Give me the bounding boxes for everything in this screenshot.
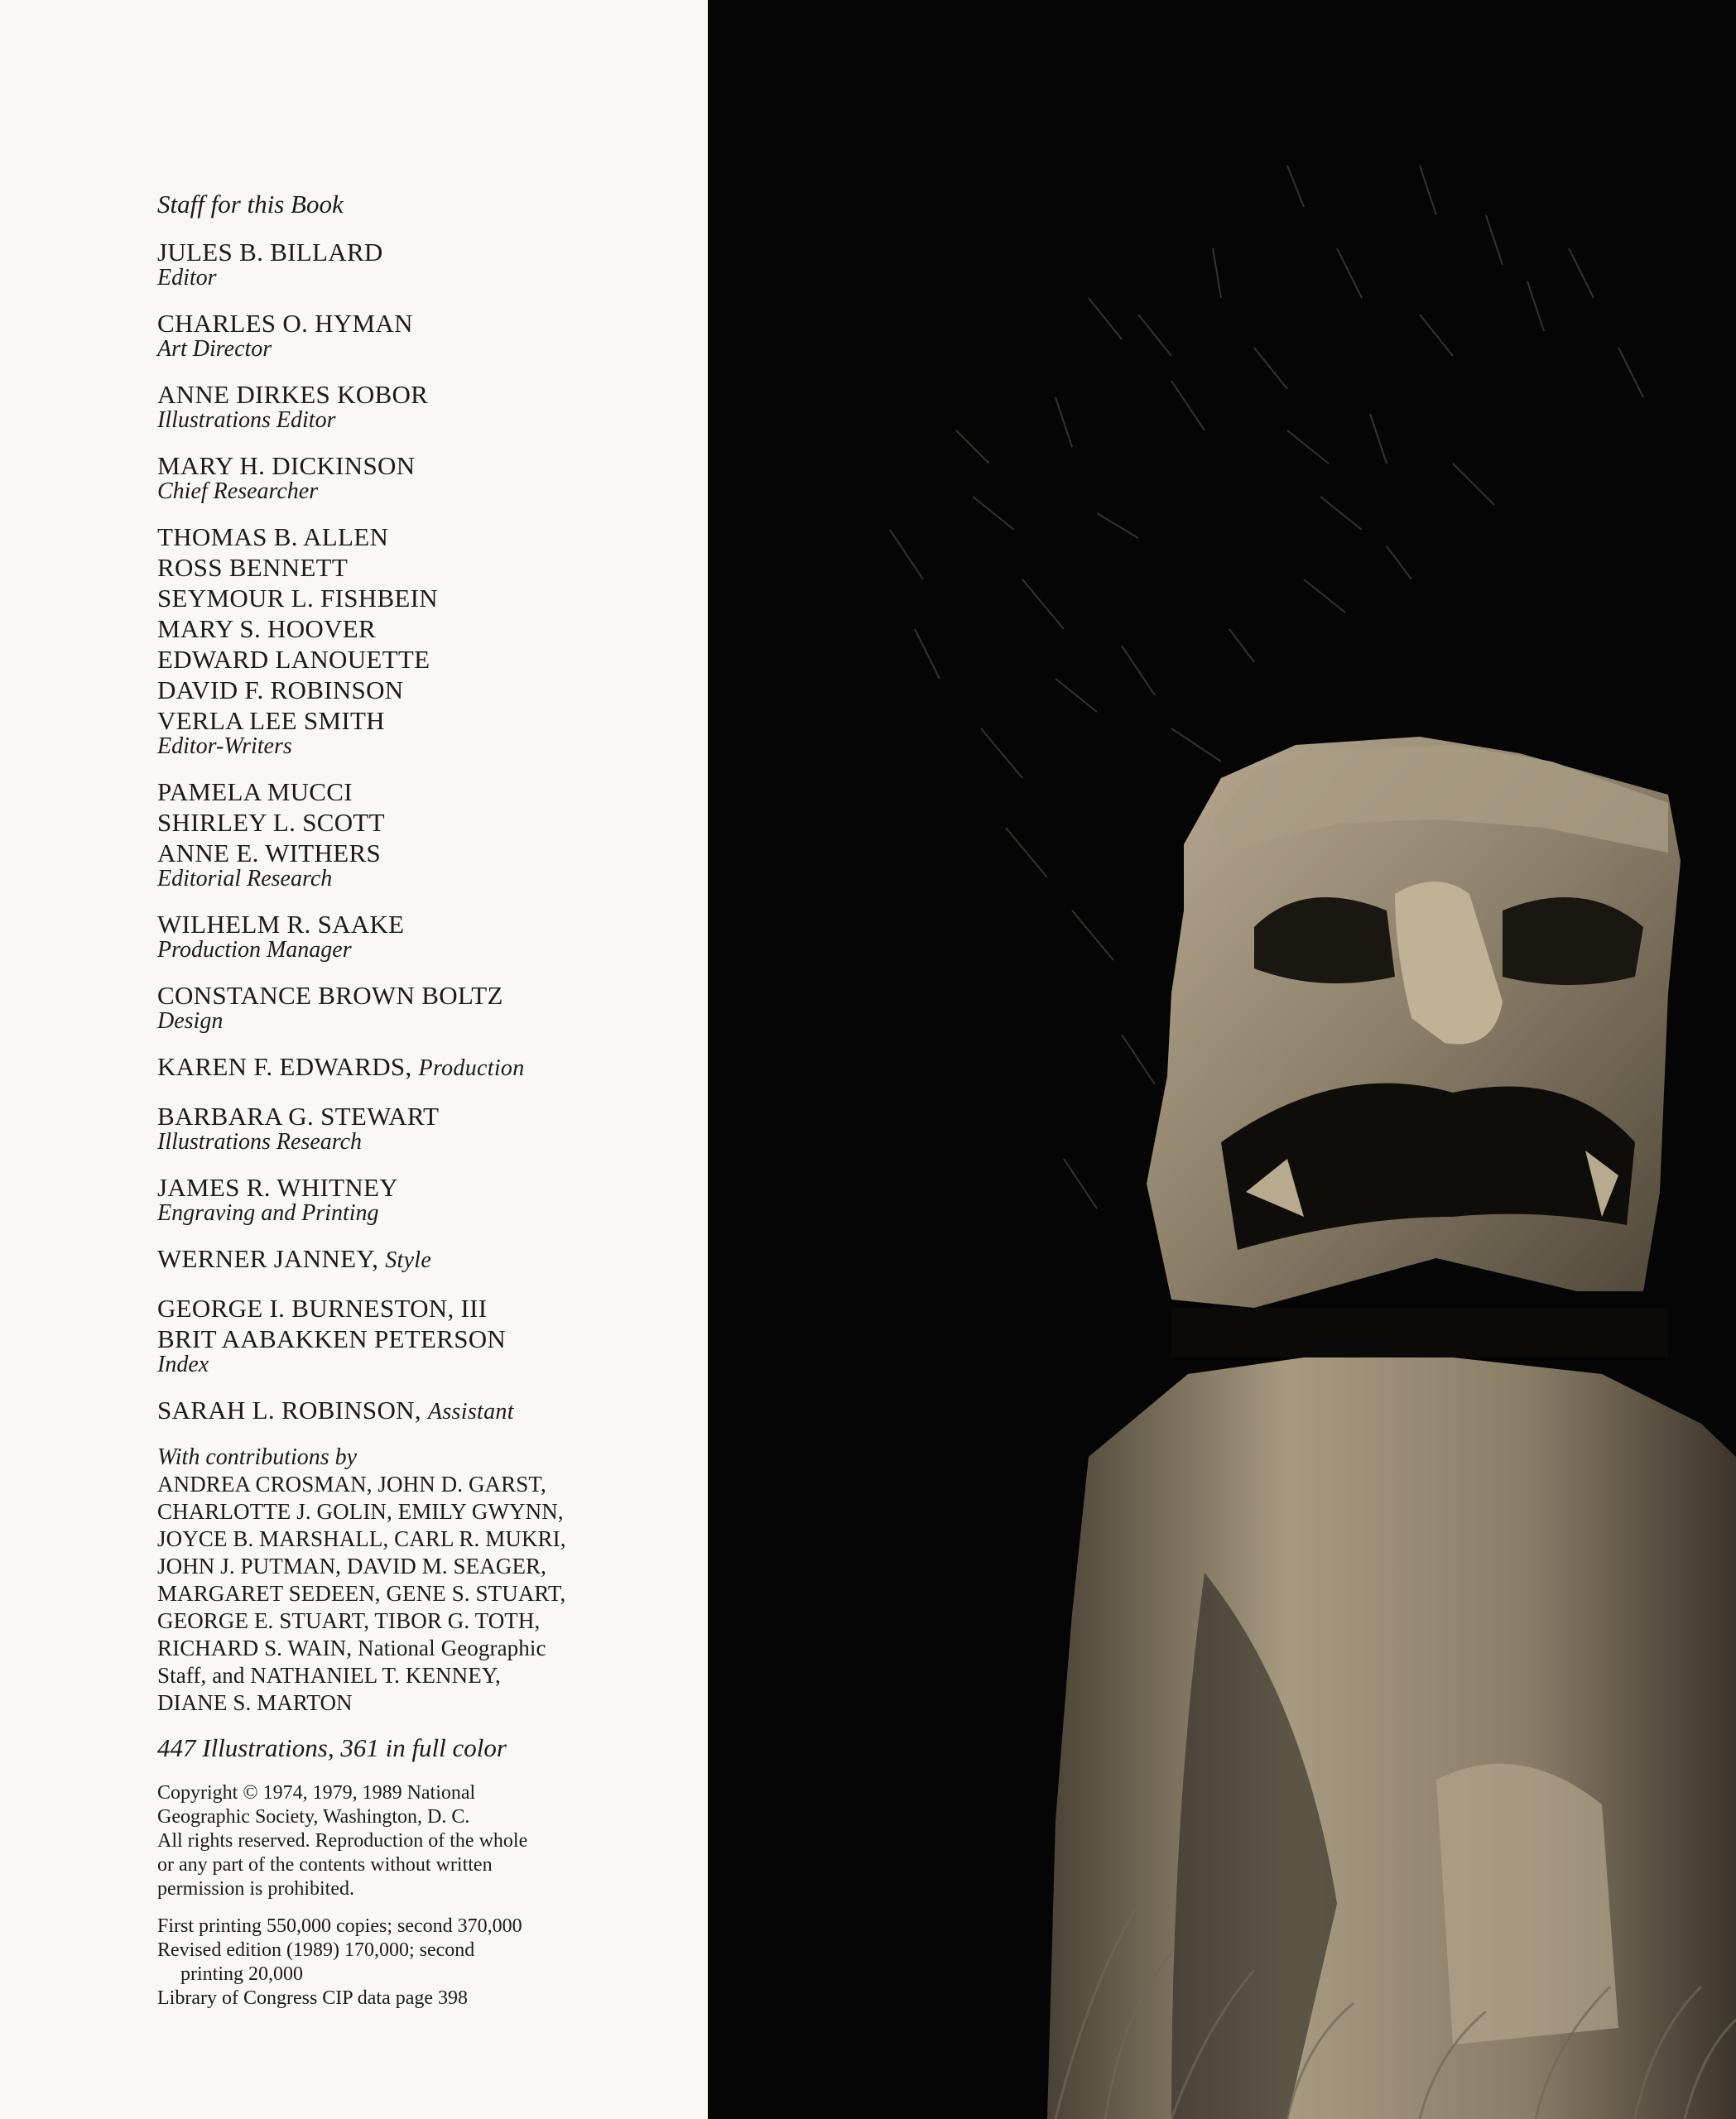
credit-role: Art Director (157, 336, 272, 362)
contributions-line: CHARLOTTE J. GOLIN, EMILY GWYNN, (157, 1499, 564, 1524)
contributions-line: RICHARD S. WAIN, National Geographic (157, 1636, 546, 1660)
copyright-line: Copyright © 1974, 1979, 1989 National (157, 1782, 476, 1804)
credit-production (157, 1051, 687, 1084)
credit-name: WILHELM R. SAAKE (157, 910, 405, 939)
copyright-line: All rights reserved. Reproduction of the whole (157, 1830, 528, 1852)
credit-design (157, 980, 687, 1034)
illustrations-count: 447 Illustrations, 361 in full color (157, 1733, 507, 1762)
credit-name: JULES B. BILLARD (157, 238, 383, 267)
credit-name: ANNE E. WITHERS (157, 838, 381, 867)
contributions-line: MARGARET SEDEEN, GENE S. STUART, (157, 1581, 566, 1606)
credit-line (157, 1395, 687, 1427)
credit-role: Editor-Writers (157, 733, 292, 759)
totem-photo-illustration (708, 0, 1736, 2119)
contributions-line: ANDREA CROSMAN, JOHN D. GARST, (157, 1472, 546, 1497)
credit-role: Production (418, 1055, 525, 1081)
credit-name: DAVID F. ROBINSON (157, 675, 404, 704)
contributions-line: JOHN J. PUTMAN, DAVID M. SEAGER, (157, 1554, 546, 1578)
credit-name: ROSS BENNETT (157, 553, 349, 582)
copyright-notice (157, 1781, 687, 1901)
credit-name: BARBARA G. STEWART (157, 1102, 440, 1131)
credit-role: Editor (157, 265, 217, 291)
credit-name: SHIRLEY L. SCOTT (157, 808, 385, 837)
credit-name: VERLA LEE SMITH (157, 706, 385, 735)
copyright-line: permission is prohibited. (157, 1878, 354, 1900)
printing-line: Revised edition (1989) 170,000; second (157, 1939, 475, 1961)
printing-info (157, 1915, 687, 2011)
credit-line (157, 1051, 687, 1084)
credit-illustrations-research (157, 1101, 687, 1155)
credit-name: MARY H. DICKINSON (157, 451, 416, 480)
credit-name: PAMELA MUCCI (157, 777, 353, 806)
credit-role: Engraving and Printing (157, 1200, 379, 1226)
credit-role: Illustrations Editor (157, 407, 336, 433)
credit-editor-writers (157, 521, 687, 759)
credits-heading: Staff for this Book (157, 190, 344, 219)
credit-name: KAREN F. EDWARDS, (157, 1052, 412, 1081)
credit-assistant (157, 1395, 687, 1427)
credit-role: Style (385, 1247, 432, 1273)
credit-role: Production Manager (157, 937, 352, 963)
credit-role: Design (157, 1008, 224, 1034)
copyright-line: Geographic Society, Washington, D. C. (157, 1806, 470, 1828)
credit-role: Editorial Research (157, 866, 333, 891)
staff-credits (157, 189, 687, 2011)
credit-editorial-research (157, 776, 687, 891)
printing-line: First printing 550,000 copies; second 370,000 (157, 1915, 522, 1937)
credit-chief-researcher (157, 450, 687, 504)
contributions-line: DIANE S. MARTON (157, 1690, 353, 1715)
credit-name: CHARLES O. HYMAN (157, 309, 413, 338)
credit-illustrations-editor (157, 379, 687, 433)
credit-editor (157, 237, 687, 291)
credit-name: WERNER JANNEY, (157, 1244, 379, 1273)
credit-name: EDWARD LANOUETTE (157, 645, 430, 674)
credit-production-manager (157, 909, 687, 963)
credit-style (157, 1243, 687, 1276)
credit-name: BRIT AABAKKEN PETERSON (157, 1324, 507, 1353)
credit-role: Index (157, 1352, 209, 1377)
credit-name: THOMAS B. ALLEN (157, 522, 389, 551)
credit-line (157, 1243, 687, 1276)
credit-name: JAMES R. WHITNEY (157, 1173, 398, 1202)
contributions-line: GEORGE E. STUART, TIBOR G. TOTH, (157, 1608, 541, 1633)
credit-name: MARY S. HOOVER (157, 614, 377, 643)
credit-name: ANNE DIRKES KOBOR (157, 380, 429, 409)
contributions-line: Staff, and NATHANIEL T. KENNEY, (157, 1663, 501, 1688)
credit-engraving (157, 1172, 687, 1226)
credit-art-director (157, 308, 687, 362)
contributions (157, 1444, 687, 1717)
credit-name: SARAH L. ROBINSON, (157, 1396, 421, 1425)
credit-role: Chief Researcher (157, 478, 319, 504)
credit-role: Assistant (427, 1399, 514, 1425)
credit-index (157, 1293, 687, 1377)
totem-photo (708, 0, 1736, 2119)
credits-page (0, 0, 708, 2119)
printing-line: printing 20,000 (180, 1963, 303, 1985)
cip-line: Library of Congress CIP data page 398 (157, 1987, 469, 2009)
contributions-line: JOYCE B. MARSHALL, CARL R. MUKRI, (157, 1526, 566, 1551)
credit-name: CONSTANCE BROWN BOLTZ (157, 981, 503, 1010)
copyright-line: or any part of the contents without written (157, 1854, 493, 1876)
credit-name: SEYMOUR L. FISHBEIN (157, 584, 438, 613)
credit-role: Illustrations Research (157, 1129, 363, 1155)
credit-name: GEORGE I. BURNESTON, III (157, 1294, 488, 1323)
contributions-heading: With contributions by (157, 1444, 358, 1470)
